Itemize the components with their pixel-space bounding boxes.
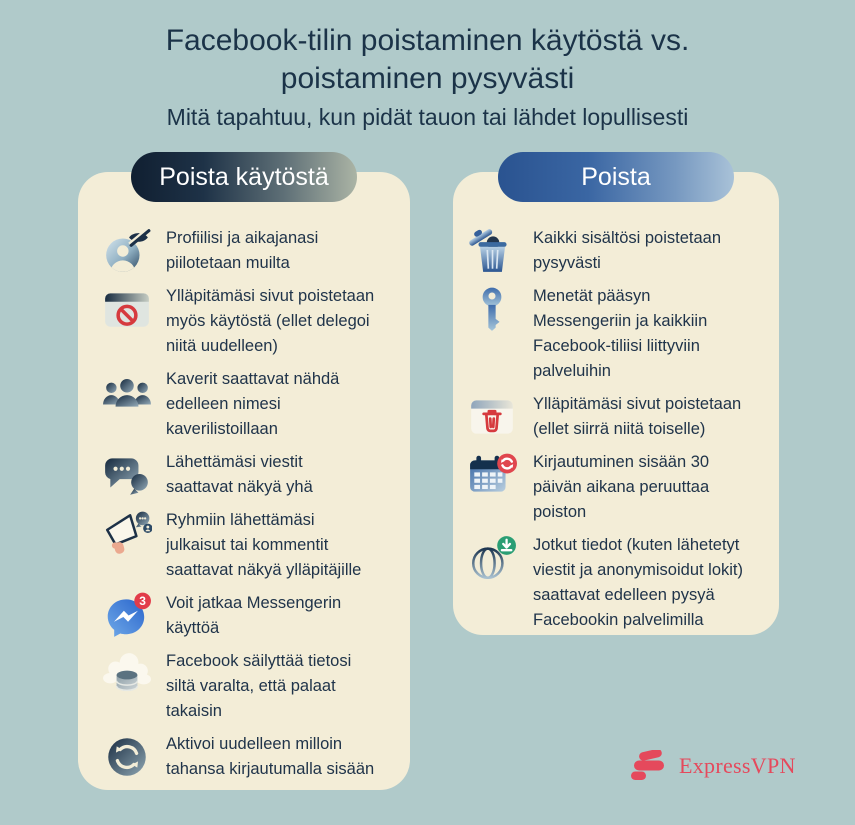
chat-bubbles-icon	[102, 450, 152, 500]
item-text-line: Ylläpitämäsi sivut poistetaan	[166, 287, 375, 305]
item-text	[166, 450, 313, 500]
item-text-line: siltä varalta, että palaat	[166, 677, 336, 695]
item-text-line: Facebook-tiliisi liittyviin	[533, 337, 700, 355]
key-icon	[467, 284, 517, 334]
item-text	[166, 591, 341, 641]
brand-name: ExpressVPN	[679, 752, 796, 778]
list-item	[102, 508, 398, 583]
item-text	[166, 649, 351, 724]
list-item	[467, 284, 769, 384]
item-text-line: Kirjautuminen sisään 30	[533, 453, 710, 471]
svg-text:3: 3	[139, 594, 146, 609]
item-text	[166, 284, 374, 359]
item-text-line: edelleen nimesi	[166, 395, 281, 413]
item-text-line: Messengeriin ja kaikkiin	[533, 312, 708, 330]
delete-card	[453, 163, 779, 635]
item-text-line: Menetät pääsyn	[533, 287, 651, 305]
list-item	[102, 284, 398, 359]
item-text-line: Ryhmiin lähettämäsi	[166, 511, 315, 529]
item-text	[166, 226, 318, 276]
deactivate-list	[102, 226, 398, 782]
list-item	[102, 226, 398, 276]
reactivate-icon	[102, 732, 152, 782]
list-item	[467, 392, 769, 442]
item-text	[533, 226, 721, 276]
item-text-line: poiston	[533, 503, 587, 521]
item-text-line: takaisin	[166, 702, 222, 720]
deactivate-card	[78, 163, 410, 790]
item-text-line: Profiilisi ja aikajanasi	[166, 229, 319, 247]
item-text	[533, 450, 709, 525]
list-item	[102, 649, 398, 724]
list-item	[467, 533, 769, 633]
megaphone-icon	[102, 508, 152, 558]
item-text-line: viestit ja anonymisoidut lokit)	[533, 561, 744, 579]
item-text-line: Jotkut tiedot (kuten lähetetyt	[533, 536, 740, 554]
list-item	[102, 367, 398, 442]
page-subtitle: Mitä tapahtuu, kun pidät tauon tai lähdet lopullisesti	[166, 104, 689, 130]
item-text-line: Facebook säilyttää tietosi	[166, 652, 352, 670]
item-text-line: Kaverit saattavat nähdä	[166, 370, 340, 388]
item-text	[166, 508, 361, 583]
page-trash-icon	[467, 392, 517, 442]
item-text-line: Voit jatkaa Messengerin	[166, 594, 342, 612]
item-text-line: (ellet siirrä niitä toiselle)	[533, 420, 706, 438]
profile-hidden-icon	[102, 226, 152, 276]
item-text	[533, 533, 743, 633]
item-text-line: kaverilistoillaan	[166, 420, 278, 438]
list-item	[102, 732, 398, 782]
list-item	[102, 450, 398, 500]
item-text-line: tahansa kirjautumalla sisään	[166, 760, 375, 778]
item-text	[533, 392, 741, 442]
item-text-line: niitä uudelleen)	[166, 337, 278, 355]
item-text-line: päivän aikana peruuttaa	[533, 478, 710, 496]
trash-open-icon	[467, 226, 517, 276]
item-text-line: Facebookin palvelimilla	[533, 611, 704, 629]
item-text-line: saattavat näkyä yhä	[166, 478, 313, 496]
item-text-line: pysyvästi	[533, 254, 601, 272]
calendar-refresh-icon	[467, 450, 517, 500]
deactivate-header-pill: Poista käytöstä	[131, 152, 357, 202]
cloud-data-icon	[102, 649, 152, 699]
delete-header-pill: Poista	[498, 152, 734, 202]
header	[0, 22, 855, 130]
page-title-line2: poistaminen pysyvästi	[280, 62, 575, 95]
item-text-line: Aktivoi uudelleen milloin	[166, 735, 343, 753]
page-blocked-icon	[102, 284, 152, 334]
list-item	[467, 450, 769, 525]
list-item	[467, 226, 769, 276]
item-text-line: myös käytöstä (ellet delegoi	[166, 312, 370, 330]
item-text-line: saattavat edelleen pysyä	[533, 586, 715, 604]
item-text-line: palveluihin	[533, 362, 611, 380]
item-text-line: Kaikki sisältösi poistetaan	[533, 229, 722, 247]
messenger-icon	[102, 591, 152, 641]
expressvpn-logo-icon	[631, 750, 669, 781]
item-text-line: käyttöä	[166, 619, 220, 637]
globe-download-icon	[467, 533, 517, 583]
item-text	[533, 284, 707, 384]
item-text-line: saattavat näkyä ylläpitäjille	[166, 561, 362, 579]
friends-icon	[102, 367, 152, 417]
item-text-line: Ylläpitämäsi sivut poistetaan	[533, 395, 742, 413]
item-text	[166, 367, 339, 442]
page-title-line1: Facebook-tilin poistaminen käytöstä vs.	[165, 24, 690, 57]
brand-logo	[631, 750, 796, 781]
item-text-line: julkaisut tai kommentit	[166, 536, 329, 554]
list-item	[102, 591, 398, 641]
item-text	[166, 732, 374, 782]
delete-list	[467, 226, 769, 633]
item-text-line: piilotetaan muilta	[166, 254, 290, 272]
item-text-line: Lähettämäsi viestit	[166, 453, 303, 471]
